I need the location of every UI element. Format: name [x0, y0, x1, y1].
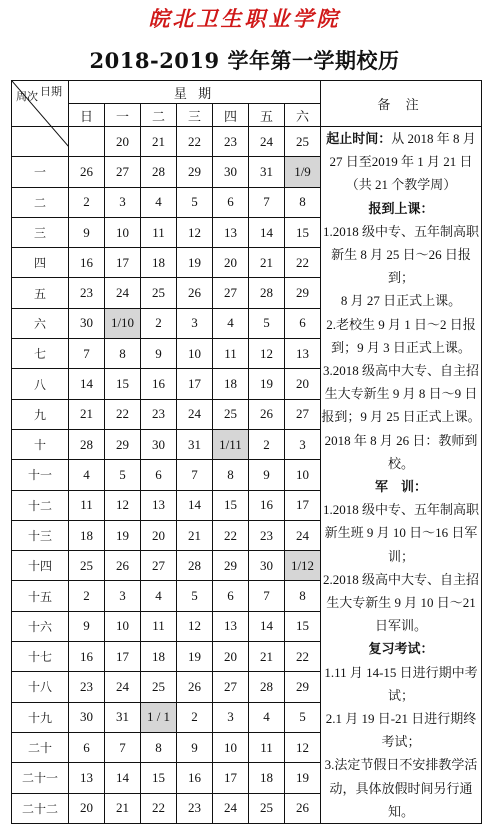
date-cell: 1 / 1 — [141, 702, 177, 732]
date-cell: 9 — [69, 217, 105, 247]
date-cell: 12 — [285, 732, 321, 762]
week-number-cell: 六 — [12, 308, 69, 338]
date-cell: 30 — [69, 308, 105, 338]
date-cell: 21 — [249, 642, 285, 672]
date-cell: 19 — [177, 248, 213, 278]
date-cell: 14 — [249, 217, 285, 247]
date-cell: 31 — [105, 702, 141, 732]
week-number-cell: 三 — [12, 217, 69, 247]
date-cell: 26 — [177, 672, 213, 702]
date-cell: 9 — [177, 732, 213, 762]
date-cell: 3 — [105, 581, 141, 611]
date-cell: 24 — [213, 793, 249, 824]
date-cell: 21 — [177, 520, 213, 550]
date-cell: 2 — [69, 187, 105, 217]
calendar-table — [11, 80, 482, 824]
note-line — [321, 197, 481, 220]
date-cell: 18 — [213, 369, 249, 399]
day-header-0: 日 — [69, 104, 105, 127]
xingqi-header: 星 期 — [69, 81, 321, 104]
week-number-cell: 四 — [12, 248, 69, 278]
note-line — [321, 220, 481, 290]
note-text: 1.2018 级中专、五年制高职新生 8 月 25 日～26 日报到； — [322, 223, 479, 286]
date-cell: 6 — [285, 308, 321, 338]
date-cell: 24 — [285, 520, 321, 550]
date-cell: 20 — [69, 793, 105, 824]
date-cell: 24 — [105, 672, 141, 702]
date-cell: 25 — [141, 672, 177, 702]
date-cell: 27 — [105, 157, 141, 187]
date-cell: 8 — [285, 187, 321, 217]
date-cell: 10 — [105, 611, 141, 641]
date-cell: 22 — [177, 127, 213, 157]
day-header-3: 三 — [177, 104, 213, 127]
date-cell: 25 — [285, 127, 321, 157]
date-cell: 22 — [141, 793, 177, 824]
date-cell: 11 — [141, 611, 177, 641]
date-cell: 23 — [69, 278, 105, 308]
date-cell: 24 — [177, 399, 213, 429]
date-cell: 1/11 — [213, 429, 249, 459]
date-cell: 15 — [141, 763, 177, 793]
date-cell: 17 — [177, 369, 213, 399]
date-cell: 17 — [285, 490, 321, 520]
date-cell: 30 — [249, 551, 285, 581]
date-cell: 26 — [177, 278, 213, 308]
week-number-cell: 九 — [12, 399, 69, 429]
date-cell: 5 — [177, 187, 213, 217]
date-cell: 9 — [69, 611, 105, 641]
date-cell: 28 — [141, 157, 177, 187]
date-cell: 24 — [105, 278, 141, 308]
week-number-cell: 二 — [12, 187, 69, 217]
date-cell: 20 — [213, 248, 249, 278]
date-cell: 8 — [105, 339, 141, 369]
date-cell: 15 — [105, 369, 141, 399]
week-number-cell: 十九 — [12, 702, 69, 732]
notes-cell — [321, 127, 482, 824]
date-cell: 26 — [285, 793, 321, 824]
date-cell: 11 — [249, 732, 285, 762]
date-cell: 28 — [249, 278, 285, 308]
week-number-cell: 二十一 — [12, 763, 69, 793]
corner-date-label: 日期 — [40, 85, 62, 98]
date-cell: 17 — [213, 763, 249, 793]
day-header-5: 五 — [249, 104, 285, 127]
date-cell: 14 — [177, 490, 213, 520]
school-name: 皖北卫生职业学院 — [148, 6, 341, 31]
week-number-cell: 十八 — [12, 672, 69, 702]
date-cell: 18 — [141, 248, 177, 278]
note-line — [321, 498, 481, 568]
date-cell: 31 — [249, 157, 285, 187]
note-line — [321, 173, 481, 196]
date-cell: 10 — [105, 217, 141, 247]
date-cell: 12 — [177, 611, 213, 641]
date-cell: 7 — [69, 339, 105, 369]
date-cell: 20 — [285, 369, 321, 399]
note-text: 3.2018 级高中大专、自主招生大专新生 9 月 8 日～9 日报到；9 月 25 日正式上课。 — [321, 363, 481, 425]
date-cell: 12 — [177, 217, 213, 247]
week-number-cell: 二十二 — [12, 793, 69, 824]
note-heading: 复习考试： — [368, 641, 434, 657]
date-cell: 20 — [105, 127, 141, 157]
date-cell: 4 — [213, 308, 249, 338]
date-cell: 8 — [285, 581, 321, 611]
date-cell: 11 — [213, 339, 249, 369]
note-line — [321, 637, 481, 660]
date-cell: 25 — [69, 551, 105, 581]
calendar-title: 2018-2019 学年第一学期校历 — [89, 48, 400, 73]
date-cell: 18 — [141, 642, 177, 672]
note-text: 1.2018 级中专、五年制高职新生班 9 月 10 日～16 日军训； — [322, 502, 479, 564]
date-cell: 18 — [249, 763, 285, 793]
date-cell: 22 — [105, 399, 141, 429]
note-line — [321, 568, 481, 638]
date-cell: 7 — [249, 581, 285, 611]
date-cell: 1/9 — [285, 157, 321, 187]
note-line — [321, 475, 481, 498]
date-cell: 3 — [177, 308, 213, 338]
note-line — [321, 661, 481, 707]
date-cell: 25 — [141, 278, 177, 308]
date-cell: 11 — [141, 217, 177, 247]
date-cell: 17 — [105, 248, 141, 278]
date-cell: 15 — [285, 611, 321, 641]
date-cell: 17 — [105, 642, 141, 672]
date-cell: 28 — [69, 429, 105, 459]
note-line — [321, 753, 481, 823]
note-text: 8 月 27 日正式上课。 — [340, 293, 462, 309]
date-cell: 15 — [213, 490, 249, 520]
week-number-cell: 十一 — [12, 460, 69, 490]
note-heading: 军 训： — [374, 479, 427, 495]
date-cell: 23 — [213, 127, 249, 157]
date-cell: 21 — [249, 248, 285, 278]
date-cell: 6 — [69, 732, 105, 762]
week-number-cell: 八 — [12, 369, 69, 399]
date-cell: 19 — [285, 763, 321, 793]
date-cell: 16 — [141, 369, 177, 399]
week-number-cell: 十五 — [12, 581, 69, 611]
week-number-cell: 十六 — [12, 611, 69, 641]
date-cell: 25 — [249, 793, 285, 824]
date-cell: 23 — [141, 399, 177, 429]
calendar-grid — [11, 80, 482, 824]
date-cell: 20 — [141, 520, 177, 550]
date-cell: 23 — [177, 793, 213, 824]
date-cell: 25 — [213, 399, 249, 429]
note-text: 2.2018 级高中大专、自主招生大专新生 9 月 10 日～21 日军训。 — [322, 571, 479, 634]
date-cell: 30 — [141, 429, 177, 459]
date-cell: 23 — [69, 672, 105, 702]
date-cell: 6 — [213, 187, 249, 217]
date-cell: 14 — [249, 611, 285, 641]
note-line — [321, 127, 481, 173]
corner-week-label: 周次 — [16, 90, 38, 103]
date-cell: 21 — [69, 399, 105, 429]
date-cell: 4 — [141, 581, 177, 611]
date-cell: 27 — [285, 399, 321, 429]
date-cell: 29 — [105, 429, 141, 459]
date-cell: 21 — [105, 793, 141, 824]
note-line — [321, 289, 481, 312]
date-cell: 22 — [285, 248, 321, 278]
date-cell: 29 — [213, 551, 249, 581]
date-cell: 6 — [141, 460, 177, 490]
date-cell: 30 — [213, 157, 249, 187]
date-cell: 4 — [141, 187, 177, 217]
date-cell: 27 — [213, 672, 249, 702]
note-text: 从 2018 年 8 月 27 日至2019 年 1 月 21 日 — [329, 131, 476, 170]
date-cell: 3 — [213, 702, 249, 732]
note-heading: 起止时间： — [326, 131, 392, 146]
date-cell: 12 — [249, 339, 285, 369]
date-cell: 10 — [177, 339, 213, 369]
date-cell: 13 — [69, 763, 105, 793]
date-cell: 10 — [285, 460, 321, 490]
note-text: 2.老校生 9 月 1 日～2 日报到；9 月 3 日正式上课。 — [326, 316, 476, 355]
date-cell: 28 — [177, 551, 213, 581]
date-cell: 26 — [105, 551, 141, 581]
note-text: 3.法定节假日不安排教学活动，具体放假时间另行通知。 — [324, 757, 478, 819]
week-number-cell: 一 — [12, 157, 69, 187]
week-number-cell: 二十 — [12, 732, 69, 762]
date-cell: 16 — [177, 763, 213, 793]
date-cell: 29 — [285, 672, 321, 702]
date-cell: 16 — [69, 248, 105, 278]
date-cell: 6 — [213, 581, 249, 611]
date-cell: 19 — [105, 520, 141, 550]
date-cell: 13 — [141, 490, 177, 520]
date-cell: 10 — [213, 732, 249, 762]
date-cell: 2 — [141, 308, 177, 338]
table-row — [12, 127, 482, 157]
date-cell: 5 — [285, 702, 321, 732]
date-cell: 16 — [249, 490, 285, 520]
week-number-cell: 五 — [12, 278, 69, 308]
date-cell: 2 — [249, 429, 285, 459]
week-number-cell: 十 — [12, 429, 69, 459]
date-cell: 14 — [105, 763, 141, 793]
date-cell: 13 — [285, 339, 321, 369]
note-line — [321, 313, 481, 359]
date-cell: 12 — [105, 490, 141, 520]
date-cell: 11 — [69, 490, 105, 520]
date-cell: 2 — [177, 702, 213, 732]
date-cell: 9 — [141, 339, 177, 369]
date-cell: 5 — [249, 308, 285, 338]
date-cell: 1/10 — [105, 308, 141, 338]
note-text: 2.1 月 19 日-21 日进行期终考试； — [325, 711, 477, 750]
date-cell: 18 — [69, 520, 105, 550]
date-cell: 14 — [69, 369, 105, 399]
note-line — [321, 429, 481, 475]
date-cell: 13 — [213, 217, 249, 247]
day-header-2: 二 — [141, 104, 177, 127]
week-number-cell: 十二 — [12, 490, 69, 520]
corner-cell — [12, 81, 69, 127]
date-cell: 29 — [177, 157, 213, 187]
date-cell: 7 — [249, 187, 285, 217]
date-cell: 9 — [249, 460, 285, 490]
date-cell: 15 — [285, 217, 321, 247]
week-number-cell: 十四 — [12, 551, 69, 581]
date-cell: 27 — [141, 551, 177, 581]
date-cell: 5 — [177, 581, 213, 611]
note-heading: 报到上课： — [368, 200, 434, 216]
date-cell: 3 — [285, 429, 321, 459]
date-cell: 7 — [177, 460, 213, 490]
header-row-xingqi — [12, 81, 482, 104]
date-cell: 24 — [249, 127, 285, 157]
date-cell: 19 — [177, 642, 213, 672]
date-cell: 4 — [249, 702, 285, 732]
date-cell: 8 — [213, 460, 249, 490]
date-cell: 19 — [249, 369, 285, 399]
date-cell: 26 — [69, 157, 105, 187]
date-cell: 3 — [105, 187, 141, 217]
date-cell: 22 — [213, 520, 249, 550]
date-cell: 1/12 — [285, 551, 321, 581]
date-cell: 22 — [285, 642, 321, 672]
date-cell: 21 — [141, 127, 177, 157]
date-cell: 2 — [69, 581, 105, 611]
note-line — [321, 359, 481, 429]
note-text: （共 21 个教学周） — [345, 177, 457, 193]
date-cell — [69, 127, 105, 157]
date-cell: 28 — [249, 672, 285, 702]
date-cell: 23 — [249, 520, 285, 550]
date-cell: 31 — [177, 429, 213, 459]
date-cell: 16 — [69, 642, 105, 672]
day-header-4: 四 — [213, 104, 249, 127]
note-text: 2018 年 8 月 26 日：教师到校。 — [324, 432, 478, 471]
date-cell: 8 — [141, 732, 177, 762]
date-cell: 5 — [105, 460, 141, 490]
note-text: 1.11 月 14-15 日进行期中考试； — [324, 664, 478, 703]
week-number-cell: 十七 — [12, 642, 69, 672]
date-cell: 20 — [213, 642, 249, 672]
week-number-cell: 十三 — [12, 520, 69, 550]
day-header-1: 一 — [105, 104, 141, 127]
date-cell: 13 — [213, 611, 249, 641]
day-header-6: 六 — [285, 104, 321, 127]
date-cell: 4 — [69, 460, 105, 490]
date-cell: 29 — [285, 278, 321, 308]
date-cell: 27 — [213, 278, 249, 308]
date-cell: 30 — [69, 702, 105, 732]
notes-header: 备 注 — [321, 81, 482, 127]
week-number-cell: 七 — [12, 339, 69, 369]
date-cell: 7 — [105, 732, 141, 762]
note-line — [321, 707, 481, 753]
date-cell: 26 — [249, 399, 285, 429]
calendar-body — [12, 81, 482, 824]
